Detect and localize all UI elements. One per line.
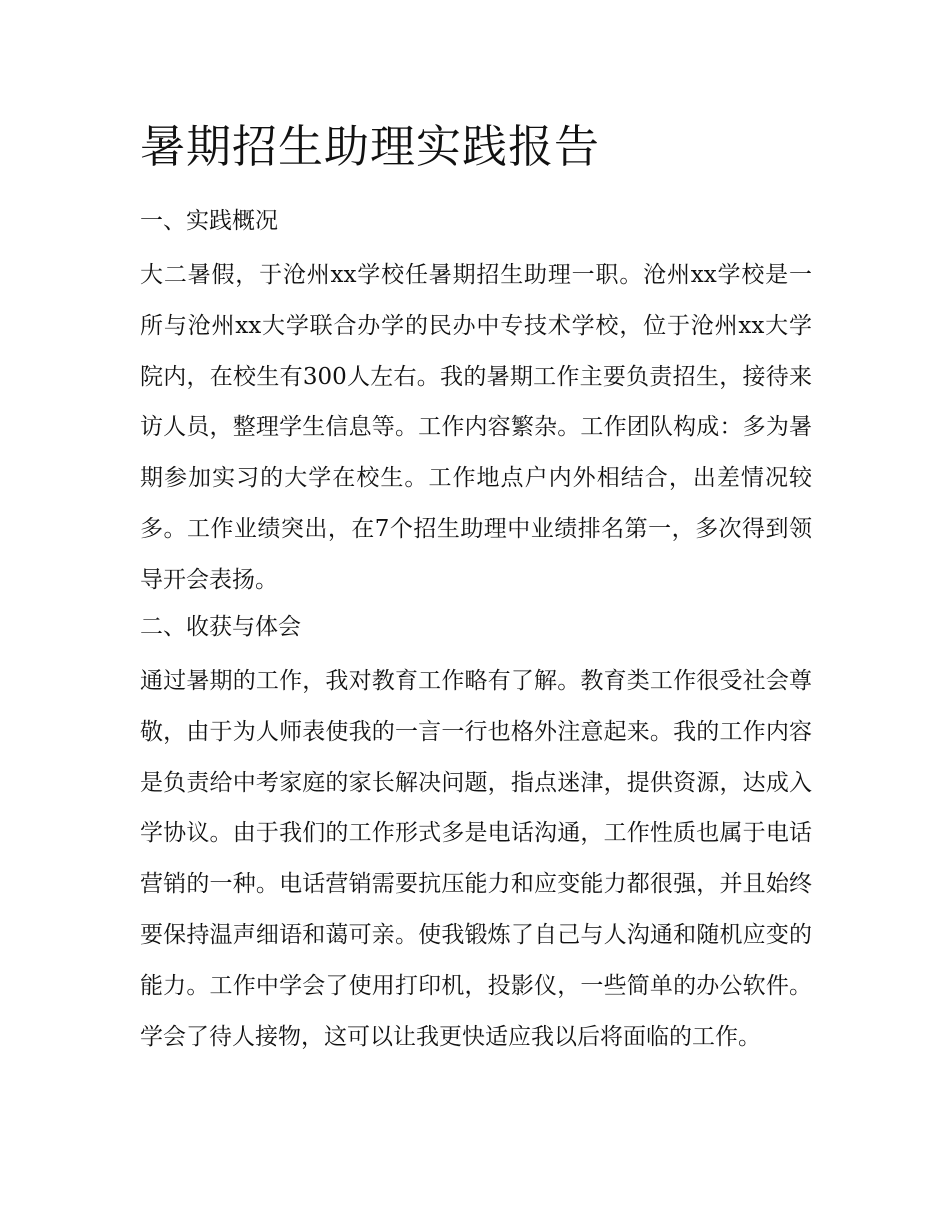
section-paragraph-gains: 通过暑期的工作，我对教育工作略有了解。教育类工作很受社会尊敬，由于为人师表使我的一言一行也格外注意起来。我的工作内容是负责给中考家庭的家长解决问题，指点迷津，提供资源，达成入学协议。由于我们的工作形式多是电话沟通，工作性质也属于电话营销的一种。电话营销需要抗压能力和应变能力都很强，并且始终要保持温声细语和蔼可亲。使我锻炼了自己与人沟通和随机应变的能力。工作中学会了使用打印机，投影仪，一些简单的办公软件。学会了待人接物，这可以让我更快适应我以后将面临的工作。 (140, 668, 812, 1050)
section-heading-gains: 二、收获与体会 (140, 614, 301, 640)
document-title: 暑期招生助理实践报告 (140, 120, 601, 173)
section-paragraph-overview: 大二暑假，于沧州xx学校任暑期招生助理一职。沧州xx学校是一所与沧州xx大学联合办学的民办中专技术学校，位于沧州xx大学院内，在校生有300人左右。我的暑期工作主要负责招生，接待来访人员，整理学生信息等。工作内容繁杂。工作团队构成：多为暑期参加实习的大学在校生。工作地点户内外相结合，出差情况较多。工作业绩突出，在7个招生助理中业绩排名第一，多次得到领导开会表扬。 (140, 262, 812, 593)
section-heading-overview: 一、实践概况 (140, 208, 278, 234)
